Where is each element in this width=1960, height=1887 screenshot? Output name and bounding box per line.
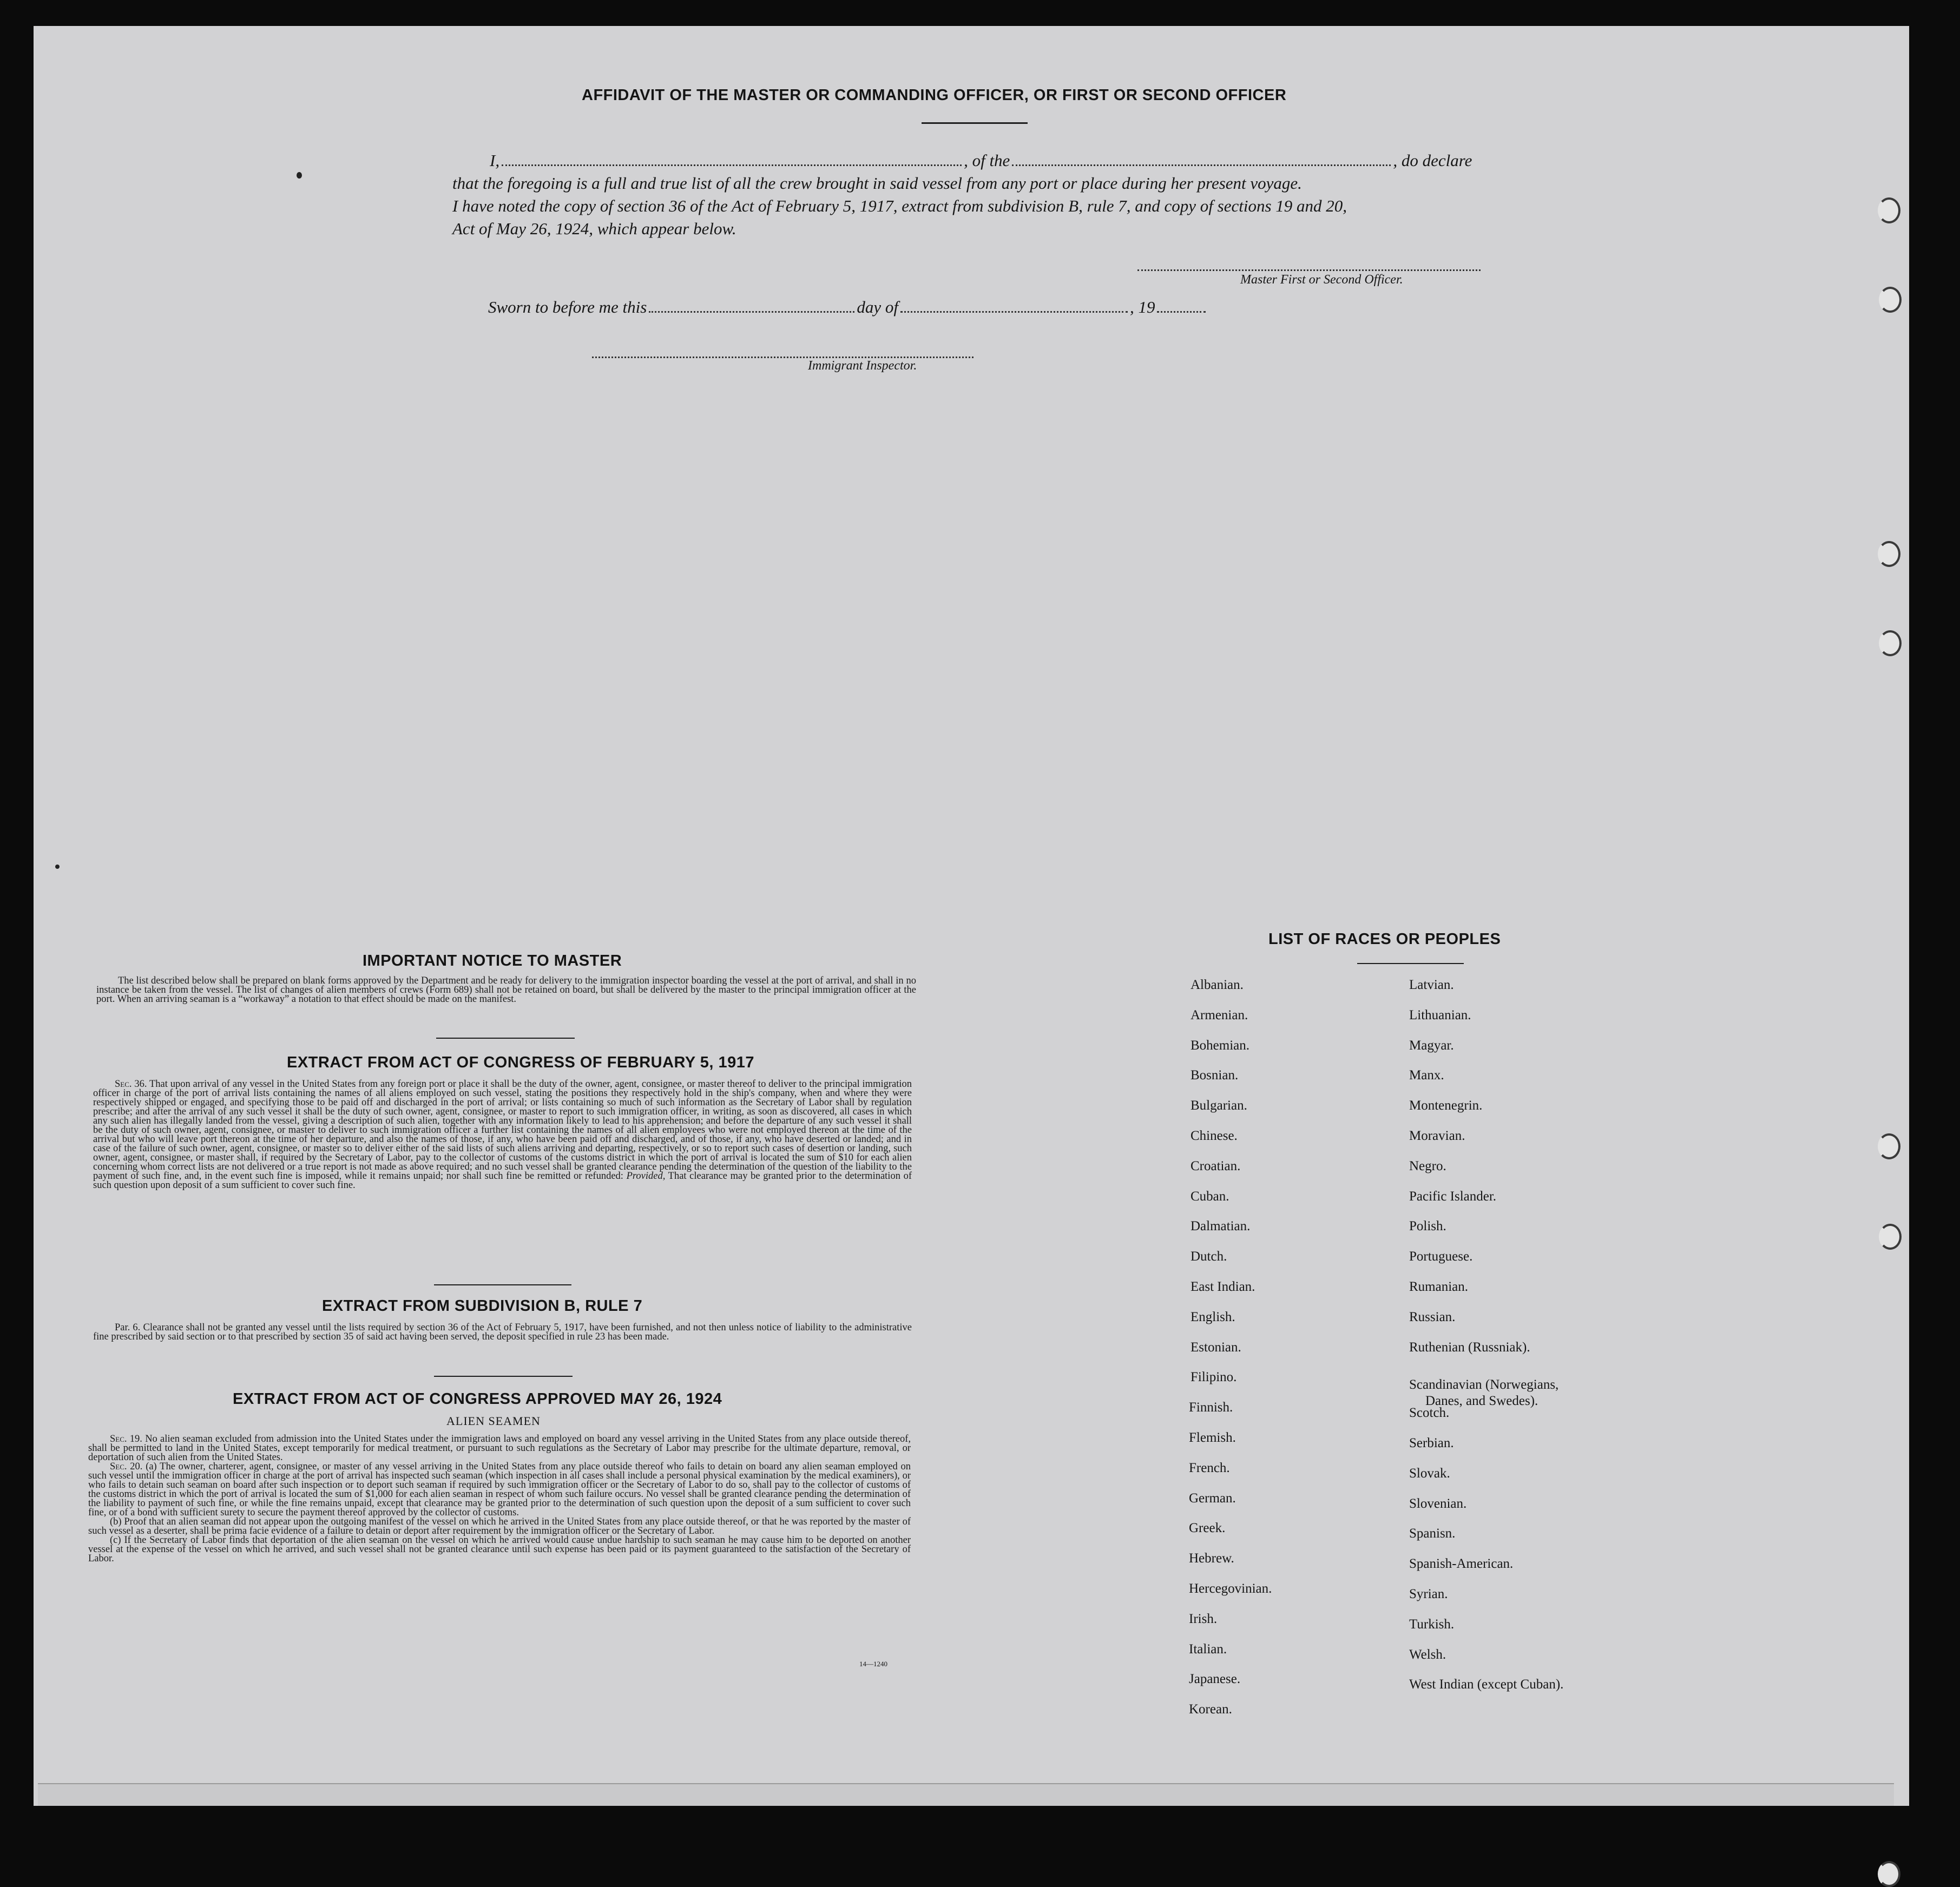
extract-1917-rule bbox=[434, 1284, 571, 1285]
sworn-month-blank[interactable] bbox=[900, 309, 1128, 313]
subdivision-rule bbox=[434, 1376, 573, 1377]
do-declare-label: , do declare bbox=[1393, 151, 1472, 170]
race-item: Armenian. bbox=[1191, 1007, 1248, 1022]
race-item: Serbian. bbox=[1409, 1436, 1454, 1450]
race-item: Spanisn. bbox=[1409, 1526, 1456, 1541]
race-item: East Indian. bbox=[1191, 1279, 1255, 1294]
binder-hole-icon bbox=[1878, 1861, 1900, 1887]
race-item: Albanian. bbox=[1191, 978, 1244, 992]
of-the-label: , of the bbox=[964, 151, 1010, 170]
race-item: Dalmatian. bbox=[1191, 1219, 1251, 1234]
race-item: French. bbox=[1189, 1460, 1230, 1475]
race-item: Flemish. bbox=[1189, 1430, 1236, 1445]
race-item: Scandinavian (Norwegians, bbox=[1409, 1377, 1559, 1392]
provided-text: That clearance may be granted prior to the determination of such question upon deposit of a sum sufficient to cover such fine. bbox=[93, 1171, 912, 1191]
sec-20c-text: (c) If the Secretary of Labor finds that deportation of the alien seaman on the vessel on which he arrived would cause undue hardship to such seaman he may cause him to be deported on another vessel at the expense of the vessel on which he arrived, and such vessel shall not be granted clearance until such expense has been paid or its payment guaranteed to the satisfaction of the Secretary of Labor. bbox=[88, 1535, 911, 1564]
sworn-line bbox=[488, 298, 1208, 317]
race-item: Italian. bbox=[1189, 1641, 1227, 1657]
notice-paragraph: The list described below shall be prepared on blank forms approved by the Department and be ready for delivery to the immigration inspector boarding the vessel at the port of arrival, and shall in no instance be taken from the vessel. The list of changes of alien members of crews (Form 689) shall not be retained on board, but shall be delivered by the master to the principal immigration officer at the port. When an arriving seaman is a “workaway” a notation to that effect should be made on the manifest. bbox=[96, 975, 916, 1005]
race-item: Portuguese. bbox=[1409, 1249, 1473, 1264]
race-item: Irish. bbox=[1189, 1611, 1218, 1626]
ink-speck bbox=[297, 172, 302, 179]
race-item: Slovenian. bbox=[1409, 1496, 1467, 1511]
subdivision-text bbox=[93, 1323, 912, 1342]
affidavit-line-2: that the foregoing is a full and true list of all the crew brought in said vessel from any port or place during her present voyage. bbox=[452, 174, 1302, 193]
race-item: Japanese. bbox=[1189, 1672, 1241, 1687]
sworn-label: Sworn to before me this bbox=[488, 298, 647, 316]
provided-word: Provided, bbox=[626, 1171, 666, 1182]
extract-1924-text bbox=[88, 1435, 911, 1563]
sec-36-text: That upon arrival of any vessel in the United States from any foreign port or place it shall be the duty of the owner, agent, consignee, or master thereof to deliver to the principal immigration officer in charge of the port of arrival lists containing the names of all aliens employed on such vessel, stating the positions they respectively hold in the ship's company, when and where they were respectively shipped or engaged, and specifying those to be paid off and discharged in the port of arrival; or lists containing so much of such information as the Secretary of Labor shall by regulation prescribe; and after the arrival of any such vessel it shall be the duty of such owner, agent, consignee, or master to report to such immigration officer, in writing, as soon as discovered, all cases in which any such alien has illegally landed from the vessel, giving a description of such alien, together with any information likely to lead to his apprehension; and before the departure of any such vessel it shall be the duty of such owner, agent, consignee, or master to deliver to such immigration officer a further list containing the names of all alien employees who were not employed thereon at the time of the arrival but who will leave port thereon at the time of her departure, and also the names of those, if any, who have been paid off and discharged, and of those, if any, who have deserted or landed; and in case of the failure of such owner, agent, consignee, or master so to deliver either of the said lists of such aliens arriving and departing, respectively, or so to report such cases of desertion or landing, such owner, agent, consignee, or master shall, if required by the Secretary of Labor, pay to the collector of customs of the customs district in which the port of arrival is located the sum of $10 for each alien concerning whom correct lists are not delivered or a true report is not made as above required; and no such vessel shall be granted clearance pending the determination of the question of the liability to the payment of such fine, and, in the event such fine is imposed, while it remains unpaid; nor shall such fine be remitted or refunded: bbox=[93, 1079, 912, 1182]
races-title: LIST OF RACES OR PEOPLES bbox=[1268, 931, 1501, 948]
race-item: Ruthenian (Russniak). bbox=[1409, 1340, 1530, 1355]
affidavit-title: AFFIDAVIT OF THE MASTER OR COMMANDING OFFICER, OR FIRST OR SECOND OFFICER bbox=[582, 87, 1287, 104]
race-item: Danes, and Swedes). bbox=[1425, 1394, 1538, 1408]
race-item: Croatian. bbox=[1191, 1158, 1241, 1173]
race-item: Bulgarian. bbox=[1191, 1098, 1247, 1113]
race-item: German. bbox=[1189, 1490, 1236, 1506]
underlying-sheet-edge bbox=[38, 1783, 1894, 1806]
vessel-blank[interactable] bbox=[1012, 162, 1391, 166]
inspector-signature-blank[interactable] bbox=[592, 354, 974, 358]
race-item: Korean. bbox=[1189, 1702, 1232, 1717]
binder-hole-icon bbox=[1878, 541, 1900, 567]
sec-19-text: No alien seaman excluded from admission into the United States under the immigration laws and employed on board any vessel arriving in the United States from any place outside thereof, shall be permitted to land in the United States, except temporarily for medical treatment, or pursuant to such regulations as the Secretary of Labor may prescribe for the ultimate departure, removal, or deportation of such alien from the United States. bbox=[88, 1434, 911, 1463]
name-blank[interactable] bbox=[502, 162, 962, 166]
race-item: Turkish. bbox=[1409, 1617, 1455, 1632]
affidavit-line-1 bbox=[490, 151, 1472, 170]
race-item: Moravian. bbox=[1409, 1129, 1465, 1143]
binder-hole-icon bbox=[1879, 630, 1902, 656]
race-item: Filipino. bbox=[1191, 1370, 1237, 1385]
race-item: Spanish-American. bbox=[1409, 1556, 1514, 1572]
affidavit-line-3: I have noted the copy of section 36 of the Act of February 5, 1917, extract from subdivision B, rule 7, and copy of sections 19 and 20, bbox=[452, 196, 1347, 215]
affidavit-title-rule bbox=[922, 122, 1028, 124]
race-item: Chinese. bbox=[1191, 1129, 1238, 1143]
sec-20b-text: (b) Proof that an alien seaman did not appear upon the outgoing manifest of the vessel on which he arrived in the United States from any place outside thereof, or that he was reported by the master of such vessel as a deserter, shall be prima facie evidence of a failure to detain or deport after requirement by the immigration officer or the Secretary of Labor. bbox=[88, 1516, 911, 1536]
binder-hole-icon bbox=[1878, 1133, 1900, 1159]
notice-title: IMPORTANT NOTICE TO MASTER bbox=[363, 952, 622, 969]
race-item: Cuban. bbox=[1191, 1189, 1229, 1204]
notice-text bbox=[96, 977, 916, 1004]
subdivision-paragraph: Par. 6. Clearance shall not be granted any vessel until the lists required by section 36 of the Act of February 5, 1917, have been furnished, and not then unless notice of liability to the administrative fine prescribed by said section or to that prescribed by section 35 of said act having been served, the deposit specified in rule 23 has been made. bbox=[93, 1322, 912, 1342]
race-item: Lithuanian. bbox=[1409, 1007, 1471, 1022]
notice-rule bbox=[436, 1038, 575, 1039]
race-item: Hercegovinian. bbox=[1189, 1581, 1272, 1596]
race-item: West Indian (except Cuban). bbox=[1409, 1677, 1564, 1692]
sec-20-label: Sec. 20. bbox=[110, 1461, 143, 1472]
subdivision-title: EXTRACT FROM SUBDIVISION B, RULE 7 bbox=[322, 1297, 643, 1315]
race-item: Greek. bbox=[1189, 1521, 1226, 1536]
race-item: Bohemian. bbox=[1191, 1038, 1250, 1053]
race-item: Slovak. bbox=[1409, 1466, 1450, 1481]
alien-seamen-subtitle: ALIEN SEAMEN bbox=[446, 1414, 541, 1428]
race-item: Estonian. bbox=[1191, 1340, 1241, 1355]
race-item: Manx. bbox=[1409, 1068, 1444, 1083]
affidavit-line-4: Act of May 26, 1924, which appear below. bbox=[452, 219, 736, 238]
race-item: Hebrew. bbox=[1189, 1551, 1234, 1566]
race-item: Montenegrin. bbox=[1409, 1098, 1483, 1113]
extract-1917-text bbox=[93, 1080, 912, 1190]
ink-speck bbox=[55, 865, 60, 869]
race-item: Russian. bbox=[1409, 1309, 1456, 1324]
sec-36-label: Sec. 36. bbox=[115, 1079, 147, 1090]
race-item: Scotch. bbox=[1409, 1406, 1450, 1421]
extract-1924-title: EXTRACT FROM ACT OF CONGRESS APPROVED MAY 26, 1924 bbox=[233, 1390, 722, 1408]
race-item: Syrian. bbox=[1409, 1587, 1448, 1601]
races-title-rule bbox=[1357, 963, 1464, 964]
inspector-signature-label: Immigrant Inspector. bbox=[808, 359, 917, 373]
sworn-year-blank[interactable] bbox=[1157, 309, 1206, 313]
sec-19-label: Sec. 19. bbox=[110, 1434, 142, 1444]
race-item: Negro. bbox=[1409, 1158, 1446, 1173]
race-item: Finnish. bbox=[1189, 1400, 1233, 1415]
race-item: Bosnian. bbox=[1191, 1068, 1239, 1083]
binder-hole-icon bbox=[1879, 287, 1902, 313]
race-item: Welsh. bbox=[1409, 1647, 1446, 1662]
form-number: 14—1240 bbox=[859, 1660, 887, 1668]
sec-20a-text: (a) The owner, charterer, agent, consignee, or master of any vessel arriving in the United States from any place outside thereof who fails to detain on board any alien seaman employed on such vessel until the immigration officer in charge at the port of arrival has inspected such seaman (which inspection in all cases shall include a personal physical examination by the medical examiners), or who fails to detain such seaman on board after such inspection or to deport such seaman if required by such immigration officer or the Secretary of Labor to do so, shall pay to the collector of customs of the customs district in which the port of arrival is located the sum of $1,000 for each alien seaman in respect of whom such failure occurs. No vessel shall be granted clearance pending the determination of the liability to payment of such fine, or while the fine remains unpaid, except that clearance may be granted prior to the determination of such question upon the deposit of a sum sufficient to cover such fine, or of a bond with sufficient surety to secure the payment thereof approved by the collector of customs. bbox=[88, 1461, 911, 1518]
binder-hole-icon bbox=[1879, 1224, 1902, 1250]
race-item: English. bbox=[1191, 1309, 1235, 1324]
binder-hole-icon bbox=[1878, 197, 1900, 223]
race-item: Dutch. bbox=[1191, 1249, 1227, 1264]
sworn-day-blank[interactable] bbox=[649, 309, 854, 313]
race-item: Magyar. bbox=[1409, 1038, 1454, 1053]
master-signature-blank[interactable] bbox=[1137, 267, 1481, 271]
race-item: Polish. bbox=[1409, 1219, 1446, 1234]
year-label: , 19 bbox=[1129, 298, 1155, 316]
master-signature-label: Master First or Second Officer. bbox=[1240, 273, 1403, 287]
extract-1917-title: EXTRACT FROM ACT OF CONGRESS OF FEBRUARY 5, 1917 bbox=[287, 1054, 755, 1071]
race-item: Rumanian. bbox=[1409, 1279, 1469, 1294]
race-item: Pacific Islander. bbox=[1409, 1189, 1497, 1204]
race-item: Latvian. bbox=[1409, 978, 1454, 992]
affidavit-i-label: I, bbox=[490, 151, 500, 170]
day-of-label: day of bbox=[857, 298, 898, 316]
